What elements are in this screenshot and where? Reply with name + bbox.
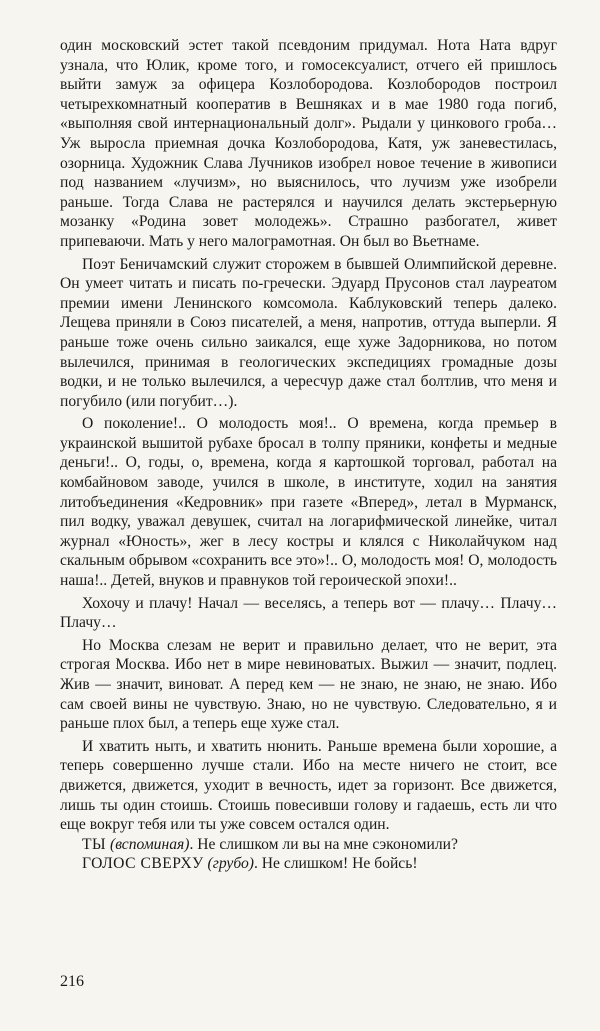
paragraph-2: Поэт Беничамский служит сторожем в бывшей Олимпийской деревне. Он умеет читать и писать по-гречески. Эдуард Прусонов стал лауреатом премии имени Ленинского комсомола. Каблуковский теперь далеко. Лещева приняли в Союз писателей, а меня, напротив, оттуда выперли. Я раньше тоже очень сильно заикался, еще хуже Задорникова, но потом вылечился, принимая в геологических экспедициях громадные дозы водки, и не только вылечился, а чересчур даже стал болтлив, что меня и погубило (или погубит…). xyxy=(60,255,557,410)
paragraph-3: О поколение!.. О молодость моя!.. О времена, когда премьер в украинской вышитой рубахе бросал в толпу пряники, конфеты и медные деньги!.. О, годы, о, времена, когда я картошкой торговал, работал на комбайновом заводе, учился в школе, в институте, ходил на занятия литобъединения «Кедровник» при газете «Вперед», летал в Мурманск, пил водку, уважал девушек, считал на логарифмической линейке, читал журнал «Юность», жег в лесу костры и клялся с Николайчуком над скальным обрывом «сохранить все это»!.. О, молодость моя! О, молодость наша!.. Детей, внуков и правнуков той героической эпохи!.. xyxy=(60,415,557,590)
paragraph-1: один московский эстет такой псевдоним придумал. Нота Ната вдруг узнала, что Юлик, кроме того, и гомосексуалист, отчего ей пришлось выйти замуж за офицера Козлобородова. Козлобородов построил четырехкомнатный кооператив в Вешняках и в мае 1980 года погиб, «выполняя свой интернациональный долг». Рыдали у цинкового гроба… Уж выросла приемная дочка Козлобородова, Катя, уж заневестилась, озорница. Художник Слава Лучников изобрел новое течение в живописи под названием «лучизм», но выяснилось, что лучизм уже изобрели раньше. Тогда Слава не растерялся и научился делать экстерьерную мозанку «Родина зовет молодежь». Страшно разбогател, живет припеваючи. Мать у него малограмотная. Он был во Вьетнаме. xyxy=(60,37,557,250)
paragraph-4: Хохочу и плачу! Начал — веселясь, а теперь вот — плачу… Плачу… Плачу… xyxy=(60,594,557,632)
dialogue-line-1 xyxy=(60,835,557,855)
paragraph-5: Но Москва слезам не верит и правильно делает, что не верит, эта строгая Москва. Ибо нет в мире невиноватых. Выжил — значит, подлец. Жив — значит, виноват. А перед кем — не знаю, не знаю, не знаю. Ибо сам своей вины не чувствую. Знаю, но не чувствую. Следовательно, я и раньше плох был, а теперь еще хуже стал. xyxy=(60,636,557,733)
dialogue-speaker: ТЫ xyxy=(82,835,107,853)
dialogue-line-2 xyxy=(60,854,557,874)
paragraph-6: И хватить ныть, и хватить нюнить. Раньше времена были хорошие, а теперь совершенно лучше стали. Ибо на месте ничего не стоит, все движется, движется, уходит в вечность, идет за горизонт. Все движется, лишь ты один стоишь. Стоишь повесивши голову и гадаешь, есть ли что еще вокруг тебя или ты уже совсем остался один. xyxy=(60,737,557,834)
stage-direction: (грубо) xyxy=(207,855,254,873)
page-body xyxy=(60,36,557,874)
dialogue-text: . Не слишком ли вы на мне сэкономили? xyxy=(189,835,458,853)
dialogue-text: . Не слишком! Не бойсь! xyxy=(253,855,418,873)
page-number: 216 xyxy=(60,973,84,990)
dialogue-speaker: ГОЛОС СВЕРХУ xyxy=(82,855,204,873)
stage-direction: (вспоминая) xyxy=(110,835,190,853)
